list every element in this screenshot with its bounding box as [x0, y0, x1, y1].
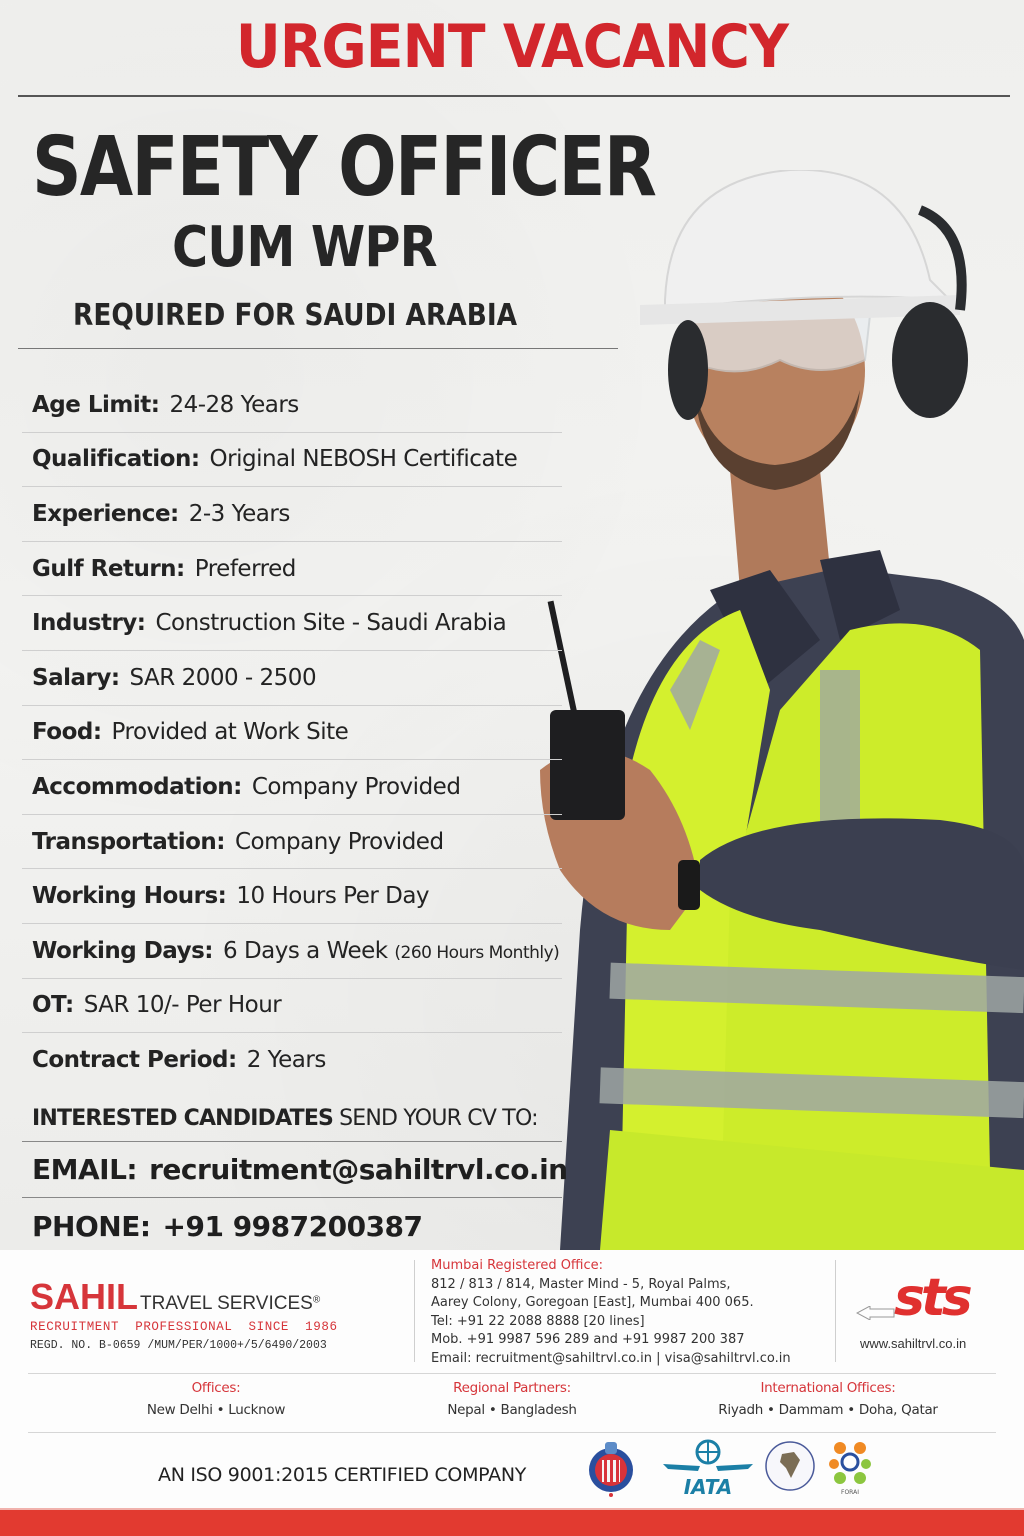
- detail-label: OT:: [32, 992, 74, 1019]
- international-offices-column: [678, 1380, 978, 1418]
- job-title: SAFETY OFFICER: [32, 120, 656, 215]
- detail-label: Working Days:: [32, 937, 214, 964]
- cta-line: [22, 1096, 562, 1142]
- contact-block: [22, 1096, 568, 1250]
- forai-logo-icon: [826, 1438, 874, 1496]
- regional-partners-column: [362, 1380, 662, 1418]
- detail-value: Preferred: [194, 555, 296, 582]
- registration-number: REGD. NO. B-0659 /MUM/PER/1000+/5/6490/2003: [30, 1339, 327, 1352]
- detail-label: Working Hours:: [32, 883, 227, 910]
- brand-tagline: RECRUITMENT PROFESSIONAL SINCE 1986: [30, 1320, 338, 1334]
- regional-heading: Regional Partners:: [453, 1380, 571, 1396]
- detail-industry: [22, 596, 562, 651]
- website-link[interactable]: www.sahiltrvl.co.in: [860, 1336, 967, 1351]
- detail-value: Original NEBOSH Certificate: [209, 446, 518, 473]
- details-list: [22, 378, 562, 1088]
- email-label: EMAIL:: [32, 1153, 138, 1186]
- detail-value: Company Provided: [251, 773, 461, 800]
- detail-value: 2 Years: [246, 1047, 326, 1074]
- detail-food: [22, 706, 562, 761]
- job-subtitle: CUM WPR: [172, 215, 437, 280]
- detail-label: Age Limit:: [32, 391, 160, 418]
- detail-label: Salary:: [32, 664, 120, 691]
- office-line[interactable]: Email: recruitment@sahiltrvl.co.in | visa@sahiltrvl.co.in: [431, 1350, 791, 1366]
- detail-value: SAR 2000 - 2500: [129, 664, 317, 691]
- detail-value: [223, 938, 559, 964]
- location-line: REQUIRED FOR SAUDI ARABIA: [73, 298, 518, 333]
- international-list: Riyadh • Dammam • Doha, Qatar: [718, 1402, 938, 1418]
- arrow-left-icon: [856, 1306, 896, 1320]
- detail-label: Industry:: [32, 610, 146, 637]
- detail-value: 2-3 Years: [188, 500, 290, 527]
- iata-logo-icon: [658, 1438, 758, 1498]
- detail-gulf-return: [22, 542, 562, 597]
- detail-value: Construction Site - Saudi Arabia: [155, 610, 507, 637]
- office-line: Aarey Colony, Goregoan [East], Mumbai 400 065.: [431, 1295, 754, 1310]
- detail-age-limit: [22, 378, 562, 433]
- brand-name: SAHIL: [30, 1276, 138, 1317]
- detail-experience: [22, 487, 562, 542]
- sahil-brand-logo: [30, 1276, 338, 1352]
- detail-value-main: 6 Days a Week: [223, 937, 388, 964]
- detail-label: Transportation:: [32, 828, 225, 855]
- divider: [414, 1260, 415, 1362]
- detail-accommodation: [22, 760, 562, 815]
- detail-label: Gulf Return:: [32, 555, 185, 582]
- offices-heading: Offices:: [191, 1380, 241, 1396]
- svg-text:FORAI: FORAI: [841, 1489, 859, 1496]
- offices-list: New Delhi • Lucknow: [146, 1402, 286, 1418]
- divider: [835, 1260, 836, 1362]
- accreditation-badges: [580, 1438, 880, 1496]
- sts-logo: [856, 1268, 1006, 1358]
- svg-text:IATA: IATA: [683, 1475, 733, 1498]
- brand-suffix: TRAVEL SERVICES: [140, 1293, 313, 1314]
- offices-column: [66, 1380, 366, 1418]
- footer: [0, 1250, 1024, 1508]
- detail-label: Contract Period:: [32, 1047, 237, 1074]
- detail-label: Accommodation:: [32, 773, 242, 800]
- cta-strong: INTERESTED CANDIDATES: [32, 1106, 334, 1131]
- detail-value: Company Provided: [234, 828, 444, 855]
- phone-label: PHONE:: [32, 1209, 151, 1243]
- detail-value: SAR 10/- Per Hour: [83, 992, 282, 1019]
- detail-working-days: [22, 924, 562, 979]
- detail-label: Qualification:: [32, 446, 200, 473]
- registered-office: [431, 1257, 791, 1368]
- detail-qualification: [22, 433, 562, 488]
- international-heading: International Offices:: [760, 1380, 896, 1396]
- bottom-red-band: [0, 1508, 1024, 1536]
- sts-logo-text: sts: [894, 1268, 969, 1328]
- detail-label: Food:: [32, 719, 102, 746]
- detail-contract-period: [22, 1033, 562, 1088]
- email-line: [22, 1142, 568, 1198]
- email-link[interactable]: recruitment@sahiltrvl.co.in: [149, 1153, 568, 1186]
- office-line: 812 / 813 / 814, Master Mind - 5, Royal Palms,: [431, 1276, 731, 1292]
- headline: URGENT VACANCY: [235, 12, 789, 82]
- detail-label: Experience:: [32, 500, 179, 527]
- worker-photo: [520, 170, 1024, 1250]
- divider: [28, 1373, 996, 1374]
- export-council-badge-icon: [764, 1438, 816, 1494]
- detail-ot: [22, 979, 562, 1034]
- phone-link[interactable]: +91 9987200387: [162, 1209, 423, 1243]
- cta-soft: SEND YOUR CV TO:: [339, 1106, 538, 1131]
- iso-certification: AN ISO 9001:2015 CERTIFIED COMPANY: [158, 1464, 527, 1486]
- divider: [18, 95, 1010, 97]
- detail-working-hours: [22, 869, 562, 924]
- office-heading: Mumbai Registered Office:: [431, 1258, 604, 1273]
- office-line: Mob. +91 9987 596 289 and +91 9987 200 387: [431, 1332, 745, 1347]
- office-line: Tel: +91 22 2088 8888 [20 lines]: [431, 1313, 645, 1329]
- regional-list: Nepal • Bangladesh: [447, 1402, 577, 1418]
- phone-line: [22, 1198, 562, 1250]
- detail-salary: [22, 651, 562, 706]
- detail-value-note: (260 Hours Monthly): [394, 942, 560, 963]
- registered-mark: ®: [312, 1294, 321, 1306]
- detail-value: Provided at Work Site: [111, 719, 349, 746]
- detail-transportation: [22, 815, 562, 870]
- detail-value: 24-28 Years: [169, 391, 299, 418]
- divider: [28, 1432, 996, 1433]
- detail-value: 10 Hours Per Day: [236, 883, 430, 910]
- emblem-badge-icon: [580, 1438, 642, 1498]
